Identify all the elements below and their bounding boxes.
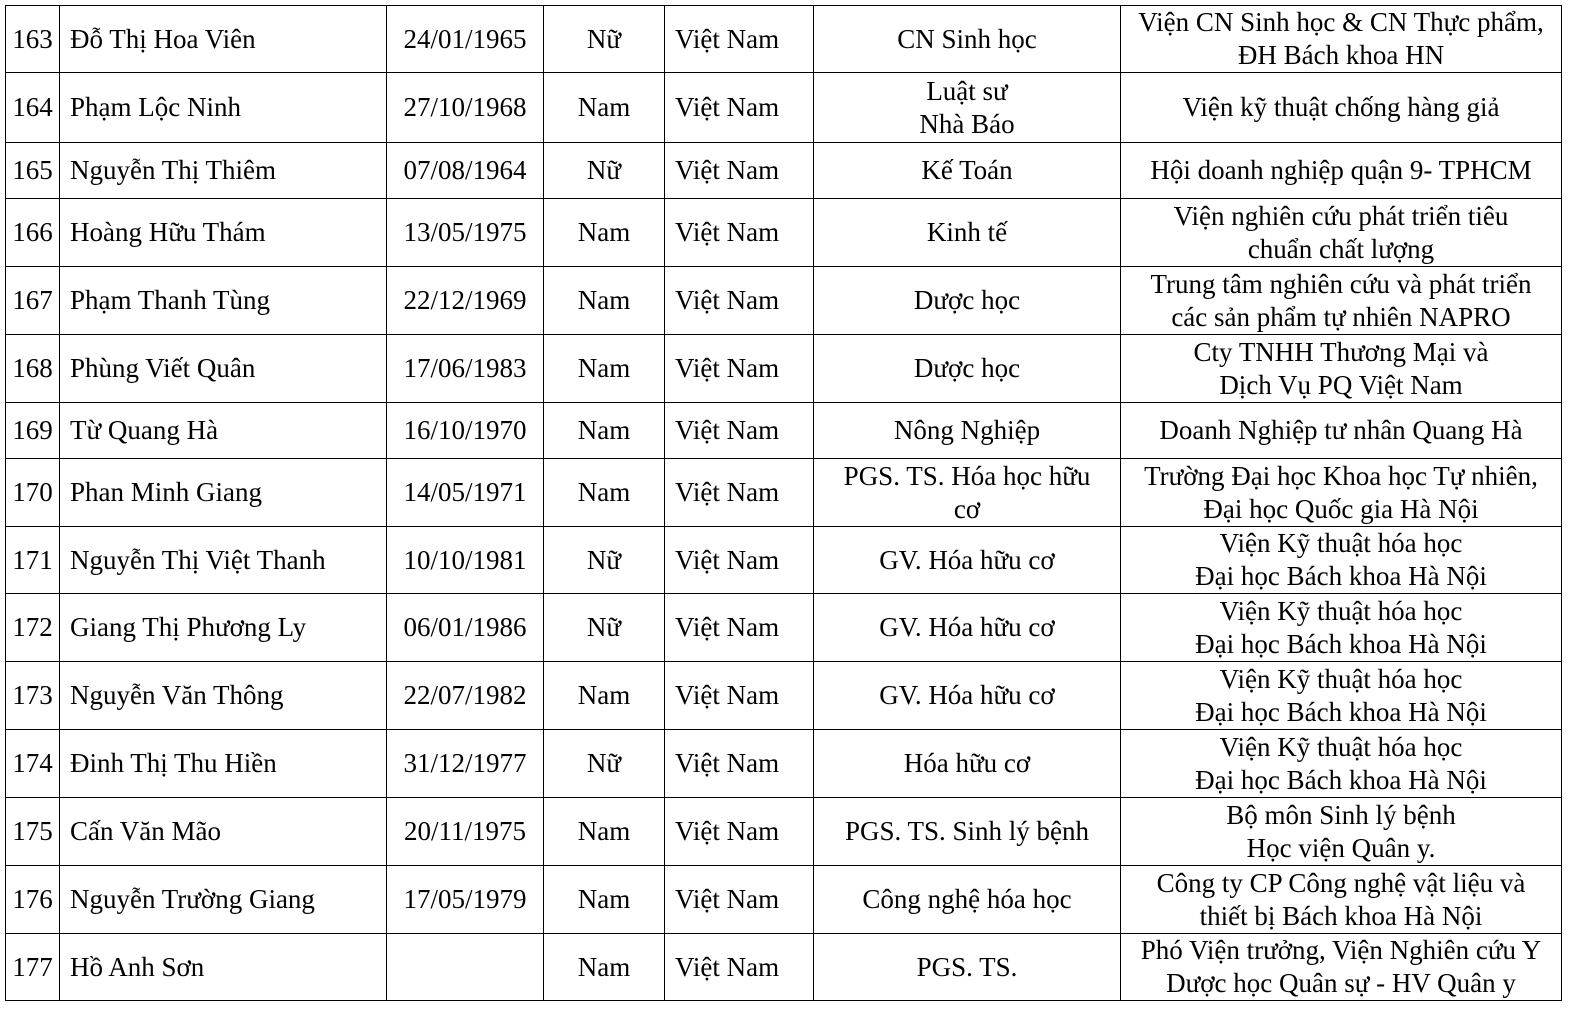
specialty-cell: Kế Toán [814,143,1121,199]
full-name-cell: Đinh Thị Thu Hiền [60,730,387,798]
date-of-birth-cell: 14/05/1971 [387,459,544,527]
row-number-cell: 164 [6,73,60,143]
table-row [6,594,1562,662]
table-row [6,73,1562,143]
gender-cell: Nam [544,267,665,335]
row-number-cell: 163 [6,6,60,73]
row-number-cell: 172 [6,594,60,662]
specialty-cell: GV. Hóa hữu cơ [814,594,1121,662]
full-name-cell: Hoàng Hữu Thám [60,199,387,267]
date-of-birth-cell: 16/10/1970 [387,403,544,459]
row-number-cell: 169 [6,403,60,459]
full-name-cell: Hồ Anh Sơn [60,934,387,1001]
gender-cell: Nam [544,459,665,527]
full-name-cell: Nguyễn Thị Thiêm [60,143,387,199]
nationality-cell: Việt Nam [665,199,814,267]
experts-table [5,5,1562,1001]
nationality-cell: Việt Nam [665,798,814,866]
organization-cell: Hội doanh nghiệp quận 9- TPHCM [1121,143,1562,199]
date-of-birth-cell: 24/01/1965 [387,6,544,73]
row-number-cell: 166 [6,199,60,267]
table-row [6,662,1562,730]
date-of-birth-cell: 10/10/1981 [387,527,544,594]
full-name-cell: Từ Quang Hà [60,403,387,459]
date-of-birth-cell: 07/08/1964 [387,143,544,199]
table-row [6,527,1562,594]
full-name-cell: Nguyễn Thị Việt Thanh [60,527,387,594]
gender-cell: Nam [544,866,665,934]
specialty-cell: Nông Nghiệp [814,403,1121,459]
full-name-cell: Đỗ Thị Hoa Viên [60,6,387,73]
organization-cell: Cty TNHH Thương Mại và Dịch Vụ PQ Việt Nam [1121,335,1562,403]
gender-cell: Nam [544,335,665,403]
specialty-cell: GV. Hóa hữu cơ [814,662,1121,730]
specialty-cell: GV. Hóa hữu cơ [814,527,1121,594]
row-number-cell: 170 [6,459,60,527]
table-row [6,798,1562,866]
table-row [6,934,1562,1001]
table-row [6,335,1562,403]
nationality-cell: Việt Nam [665,335,814,403]
date-of-birth-cell: 31/12/1977 [387,730,544,798]
nationality-cell: Việt Nam [665,527,814,594]
organization-cell: Viện CN Sinh học & CN Thực phẩm, ĐH Bách khoa HN [1121,6,1562,73]
specialty-cell: PGS. TS. Hóa học hữu cơ [814,459,1121,527]
nationality-cell: Việt Nam [665,662,814,730]
specialty-cell: Kinh tế [814,199,1121,267]
organization-cell: Viện kỹ thuật chống hàng giả [1121,73,1562,143]
full-name-cell: Nguyễn Văn Thông [60,662,387,730]
specialty-cell: PGS. TS. [814,934,1121,1001]
row-number-cell: 173 [6,662,60,730]
row-number-cell: 168 [6,335,60,403]
table-row [6,6,1562,73]
organization-cell: Công ty CP Công nghệ vật liệu và thiết bị Bách khoa Hà Nội [1121,866,1562,934]
nationality-cell: Việt Nam [665,143,814,199]
gender-cell: Nam [544,798,665,866]
nationality-cell: Việt Nam [665,459,814,527]
date-of-birth-cell: 17/05/1979 [387,866,544,934]
gender-cell: Nam [544,403,665,459]
table-body [6,6,1562,1001]
full-name-cell: Phạm Lộc Ninh [60,73,387,143]
organization-cell: Trường Đại học Khoa học Tự nhiên, Đại học Quốc gia Hà Nội [1121,459,1562,527]
table-row [6,459,1562,527]
table-row [6,143,1562,199]
specialty-cell: PGS. TS. Sinh lý bệnh [814,798,1121,866]
date-of-birth-cell: 17/06/1983 [387,335,544,403]
gender-cell: Nam [544,934,665,1001]
gender-cell: Nữ [544,527,665,594]
nationality-cell: Việt Nam [665,934,814,1001]
gender-cell: Nữ [544,143,665,199]
organization-cell: Doanh Nghiệp tư nhân Quang Hà [1121,403,1562,459]
specialty-cell: Dược học [814,267,1121,335]
gender-cell: Nam [544,662,665,730]
nationality-cell: Việt Nam [665,6,814,73]
full-name-cell: Cấn Văn Mão [60,798,387,866]
row-number-cell: 177 [6,934,60,1001]
nationality-cell: Việt Nam [665,403,814,459]
row-number-cell: 167 [6,267,60,335]
date-of-birth-cell: 22/07/1982 [387,662,544,730]
row-number-cell: 174 [6,730,60,798]
nationality-cell: Việt Nam [665,594,814,662]
gender-cell: Nam [544,73,665,143]
specialty-cell: Hóa hữu cơ [814,730,1121,798]
gender-cell: Nữ [544,730,665,798]
full-name-cell: Nguyễn Trường Giang [60,866,387,934]
table-row [6,267,1562,335]
table-row [6,199,1562,267]
organization-cell: Trung tâm nghiên cứu và phát triển các sản phẩm tự nhiên NAPRO [1121,267,1562,335]
specialty-cell: Công nghệ hóa học [814,866,1121,934]
full-name-cell: Phùng Viết Quân [60,335,387,403]
nationality-cell: Việt Nam [665,73,814,143]
specialty-cell: CN Sinh học [814,6,1121,73]
gender-cell: Nữ [544,594,665,662]
row-number-cell: 175 [6,798,60,866]
row-number-cell: 176 [6,866,60,934]
organization-cell: Viện Kỹ thuật hóa học Đại học Bách khoa Hà Nội [1121,594,1562,662]
organization-cell: Viện Kỹ thuật hóa học Đại học Bách khoa Hà Nội [1121,527,1562,594]
organization-cell: Viện Kỹ thuật hóa học Đại học Bách khoa Hà Nội [1121,662,1562,730]
full-name-cell: Giang Thị Phương Ly [60,594,387,662]
nationality-cell: Việt Nam [665,267,814,335]
row-number-cell: 165 [6,143,60,199]
date-of-birth-cell: 06/01/1986 [387,594,544,662]
organization-cell: Phó Viện trưởng, Viện Nghiên cứu Y Dược học Quân sự - HV Quân y [1121,934,1562,1001]
organization-cell: Bộ môn Sinh lý bệnh Học viện Quân y. [1121,798,1562,866]
table-row [6,866,1562,934]
date-of-birth-cell [387,934,544,1001]
specialty-cell: Luật sư Nhà Báo [814,73,1121,143]
specialty-cell: Dược học [814,335,1121,403]
full-name-cell: Phạm Thanh Tùng [60,267,387,335]
row-number-cell: 171 [6,527,60,594]
table-row [6,403,1562,459]
date-of-birth-cell: 27/10/1968 [387,73,544,143]
gender-cell: Nam [544,199,665,267]
date-of-birth-cell: 22/12/1969 [387,267,544,335]
gender-cell: Nữ [544,6,665,73]
date-of-birth-cell: 20/11/1975 [387,798,544,866]
date-of-birth-cell: 13/05/1975 [387,199,544,267]
organization-cell: Viện Kỹ thuật hóa học Đại học Bách khoa Hà Nội [1121,730,1562,798]
table-row [6,730,1562,798]
full-name-cell: Phan Minh Giang [60,459,387,527]
nationality-cell: Việt Nam [665,730,814,798]
nationality-cell: Việt Nam [665,866,814,934]
organization-cell: Viện nghiên cứu phát triển tiêu chuẩn chất lượng [1121,199,1562,267]
